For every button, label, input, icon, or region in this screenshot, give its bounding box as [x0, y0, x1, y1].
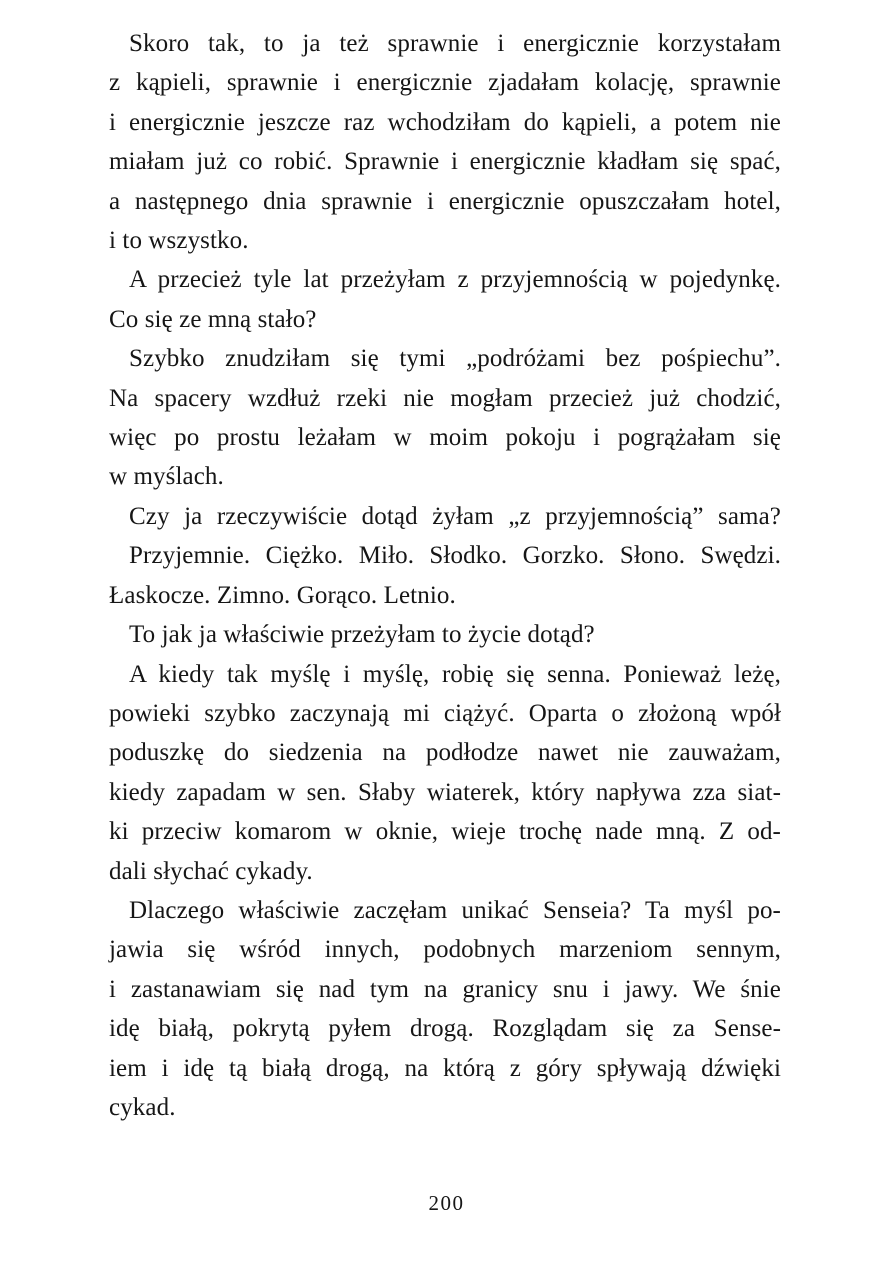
paragraph [109, 655, 781, 891]
text-block [109, 24, 781, 1127]
text-line: Szybko znudziłam się tymi „podróżami bez pośpiechu”. [129, 345, 781, 373]
text-line: kiedy zapadam w sen. Słaby wiaterek, który napływa zza siat- [109, 778, 781, 806]
text-line: To jak ja właściwie przeżyłam to życie dotąd? [129, 621, 595, 649]
paragraph [109, 24, 781, 260]
text-line: więc po prostu leżałam w moim pokoju i pogrążałam się [109, 424, 781, 452]
text-line: A przecież tyle lat przeżyłam z przyjemnością w pojedynkę. [129, 266, 781, 294]
text-line: Co się ze mną stało? [109, 305, 317, 333]
text-line: iem i idę tą białą drogą, na którą z góry spływają dźwięki [109, 1054, 781, 1082]
paragraph [109, 260, 781, 339]
text-line: jawia się wśród innych, podobnych marzeniom sennym, [109, 936, 781, 964]
paragraph [109, 339, 781, 497]
paragraph [109, 891, 781, 1127]
text-line: cykad. [109, 1093, 176, 1121]
text-line: Dlaczego właściwie zaczęłam unikać Senseia? Ta myśl po- [129, 896, 781, 924]
text-line: miałam już co robić. Sprawnie i energicznie kładłam się spać, [109, 148, 781, 176]
text-line: Łaskocze. Zimno. Gorąco. Letnio. [109, 581, 456, 609]
text-line: i zastanawiam się nad tym na granicy snu i jawy. We śnie [109, 975, 781, 1003]
text-line: z kąpieli, sprawnie i energicznie zjadałam kolację, sprawnie [109, 69, 781, 97]
paragraph [109, 497, 781, 536]
text-line: A kiedy tak myślę i myślę, robię się senna. Ponieważ leżę, [129, 660, 781, 688]
text-line: dali słychać cykady. [109, 857, 313, 885]
text-line: Skoro tak, to ja też sprawnie i energicznie korzystałam [129, 30, 781, 57]
page-number: 200 [428, 1191, 465, 1215]
text-line: ki przeciw komarom w oknie, wieje trochę nade mną. Z od- [109, 818, 781, 846]
text-line: i to wszystko. [109, 227, 249, 255]
text-line: idę białą, pokrytą pyłem drogą. Rozglądam się za Sense- [109, 1015, 781, 1043]
paragraph [109, 615, 781, 654]
text-line: poduszkę do siedzenia na podłodze nawet nie zauważam, [109, 739, 781, 767]
text-line: powieki szybko zaczynają mi ciążyć. Oparta o złożoną wpół [109, 699, 781, 727]
text-line: Przyjemnie. Ciężko. Miło. Słodko. Gorzko. Słono. Swędzi. [129, 542, 781, 570]
text-line: Czy ja rzeczywiście dotąd żyłam „z przyjemnością” sama? [129, 502, 781, 530]
text-line: i energicznie jeszcze raz wchodziłam do kąpieli, a potem nie [109, 108, 781, 136]
text-line: a następnego dnia sprawnie i energicznie opuszczałam hotel, [109, 187, 781, 215]
text-line: w myślach. [109, 463, 224, 491]
paragraph [109, 536, 781, 615]
text-line: Na spacery wzdłuż rzeki nie mogłam przecież już chodzić, [109, 384, 781, 412]
